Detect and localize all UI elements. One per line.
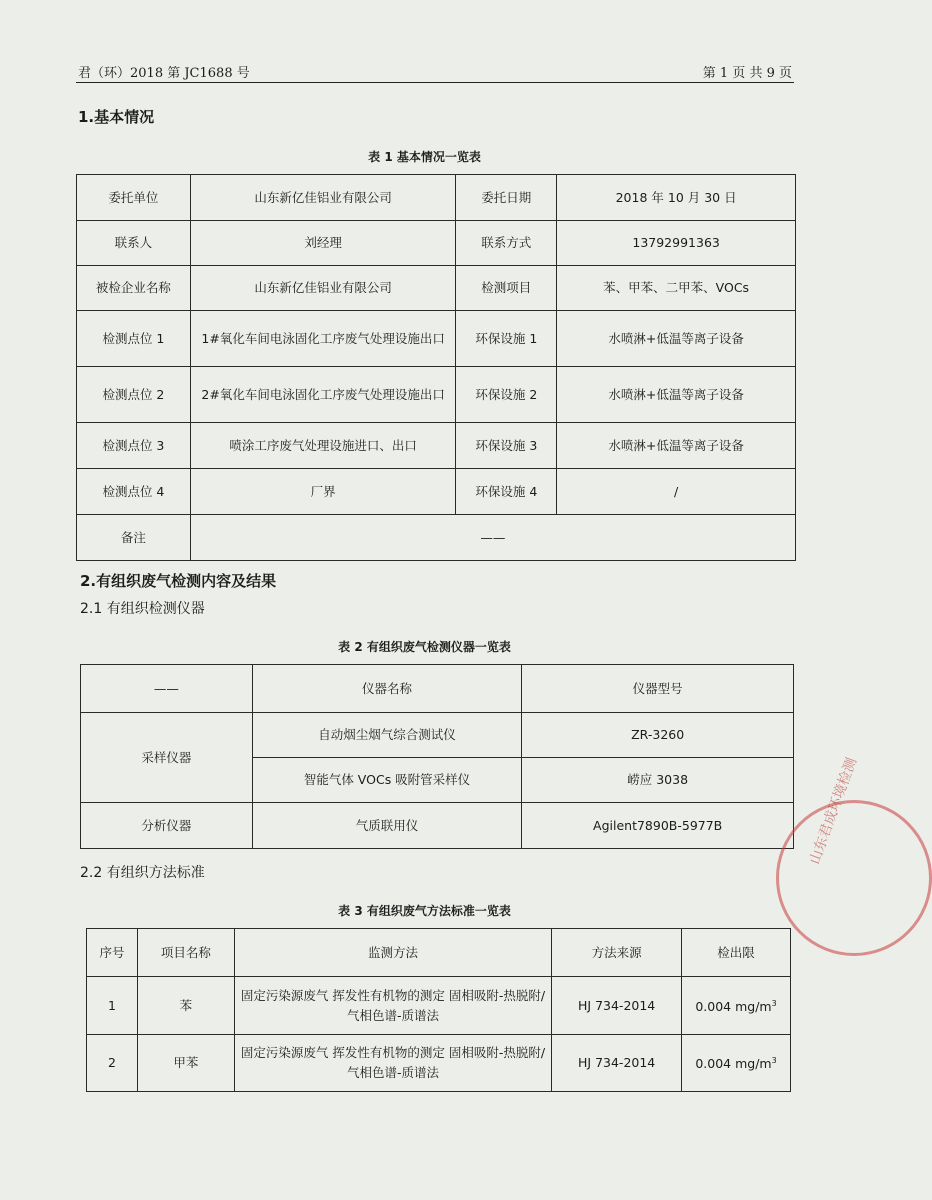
cell-label: 委托日期 — [456, 175, 557, 221]
cell-label: 环保设施 2 — [456, 367, 557, 423]
section-1-title: 1.基本情况 — [78, 108, 155, 126]
cell-label: 委托单位 — [77, 175, 191, 221]
remark-value: —— — [190, 515, 795, 561]
detection-limit: 0.004 $mg/m^3$ — [682, 977, 791, 1035]
instrument-name: 气质联用仪 — [252, 803, 522, 849]
cell-value: 2#氧化车间电泳固化工序废气处理设施出口 — [190, 367, 456, 423]
subsection-2-2-title: 2.2 有组织方法标准 — [80, 865, 205, 881]
subsection-2-1-title: 2.1 有组织检测仪器 — [80, 601, 205, 617]
cell-label: 检测点位 2 — [77, 367, 191, 423]
column-header: 仪器名称 — [252, 665, 522, 713]
table-row — [77, 266, 796, 311]
table-1-caption: 表 1 基本情况一览表 — [368, 150, 481, 164]
table-row — [87, 977, 791, 1035]
instrument-model: ZR-3260 — [522, 713, 794, 758]
cell-value: 厂界 — [190, 469, 456, 515]
instrument-table — [80, 664, 794, 849]
basic-info-table — [76, 174, 796, 561]
seal-text: 山东君成环境检测 — [806, 755, 861, 867]
table-row — [77, 423, 796, 469]
cell-value: 苯、甲苯、二甲苯、VOCs — [557, 266, 796, 311]
company-seal-stamp — [776, 800, 932, 956]
cell-label: 联系方式 — [456, 221, 557, 266]
analysis-instruments-label: 分析仪器 — [81, 803, 253, 849]
sampling-instruments-label: 采样仪器 — [81, 713, 253, 803]
method-source: HJ 734-2014 — [552, 977, 682, 1035]
cell-label: 检测点位 3 — [77, 423, 191, 469]
table-row — [77, 175, 796, 221]
cell-label: 备注 — [77, 515, 191, 561]
cell-label: 检测点位 1 — [77, 311, 191, 367]
cell-label: 环保设施 1 — [456, 311, 557, 367]
cell-value: 1#氧化车间电泳固化工序废气处理设施出口 — [190, 311, 456, 367]
cell-value: 水喷淋+低温等离子设备 — [557, 423, 796, 469]
column-header: 监测方法 — [234, 929, 551, 977]
instrument-model: 崂应 3038 — [522, 758, 794, 803]
table-3-caption: 表 3 有组织废气方法标准一览表 — [338, 904, 511, 918]
cell-label: 被检企业名称 — [77, 266, 191, 311]
cell-value: 水喷淋+低温等离子设备 — [557, 367, 796, 423]
column-header: 检出限 — [682, 929, 791, 977]
table-row — [81, 803, 794, 849]
method-standard-table — [86, 928, 791, 1092]
column-header: 项目名称 — [137, 929, 234, 977]
cell-value: 喷涂工序废气处理设施进口、出口 — [190, 423, 456, 469]
cell-label: 检测项目 — [456, 266, 557, 311]
table-row — [77, 469, 796, 515]
instrument-model: Agilent7890B-5977B — [522, 803, 794, 849]
item-name: 苯 — [137, 977, 234, 1035]
table-row — [77, 311, 796, 367]
cell-label: 联系人 — [77, 221, 191, 266]
cell-value: / — [557, 469, 796, 515]
table-row — [77, 367, 796, 423]
table-row — [81, 713, 794, 758]
detection-limit: 0.004 $mg/m^3$ — [682, 1035, 791, 1092]
table-header-row — [87, 929, 791, 977]
document-number: 君（环）2018 第 JC1688 号 — [78, 66, 250, 81]
cell-value: 刘经理 — [190, 221, 456, 266]
column-header: 序号 — [87, 929, 138, 977]
column-header: 仪器型号 — [522, 665, 794, 713]
row-number: 2 — [87, 1035, 138, 1092]
cell-value: 山东新亿佳铝业有限公司 — [190, 266, 456, 311]
cell-value: 2018 年 10 月 30 日 — [557, 175, 796, 221]
page-header — [76, 60, 794, 83]
column-header: —— — [81, 665, 253, 713]
cell-label: 环保设施 4 — [456, 469, 557, 515]
cell-value: 水喷淋+低温等离子设备 — [557, 311, 796, 367]
cell-value: 13792991363 — [557, 221, 796, 266]
method-description: 固定污染源废气 挥发性有机物的测定 固相吸附-热脱附/气相色谱-质谱法 — [234, 977, 551, 1035]
cell-value: 山东新亿佳铝业有限公司 — [190, 175, 456, 221]
item-name: 甲苯 — [137, 1035, 234, 1092]
section-2-title: 2.有组织废气检测内容及结果 — [80, 572, 277, 590]
table-row — [77, 221, 796, 266]
cell-label: 环保设施 3 — [456, 423, 557, 469]
page-counter: 第 1 页 共 9 页 — [702, 66, 792, 81]
instrument-name: 智能气体 VOCs 吸附管采样仪 — [252, 758, 522, 803]
table-header-row — [81, 665, 794, 713]
cell-label: 检测点位 4 — [77, 469, 191, 515]
method-description: 固定污染源废气 挥发性有机物的测定 固相吸附-热脱附/气相色谱-质谱法 — [234, 1035, 551, 1092]
method-source: HJ 734-2014 — [552, 1035, 682, 1092]
column-header: 方法来源 — [552, 929, 682, 977]
table-row — [87, 1035, 791, 1092]
row-number: 1 — [87, 977, 138, 1035]
table-row — [77, 515, 796, 561]
instrument-name: 自动烟尘烟气综合测试仪 — [252, 713, 522, 758]
table-2-caption: 表 2 有组织废气检测仪器一览表 — [338, 640, 511, 654]
